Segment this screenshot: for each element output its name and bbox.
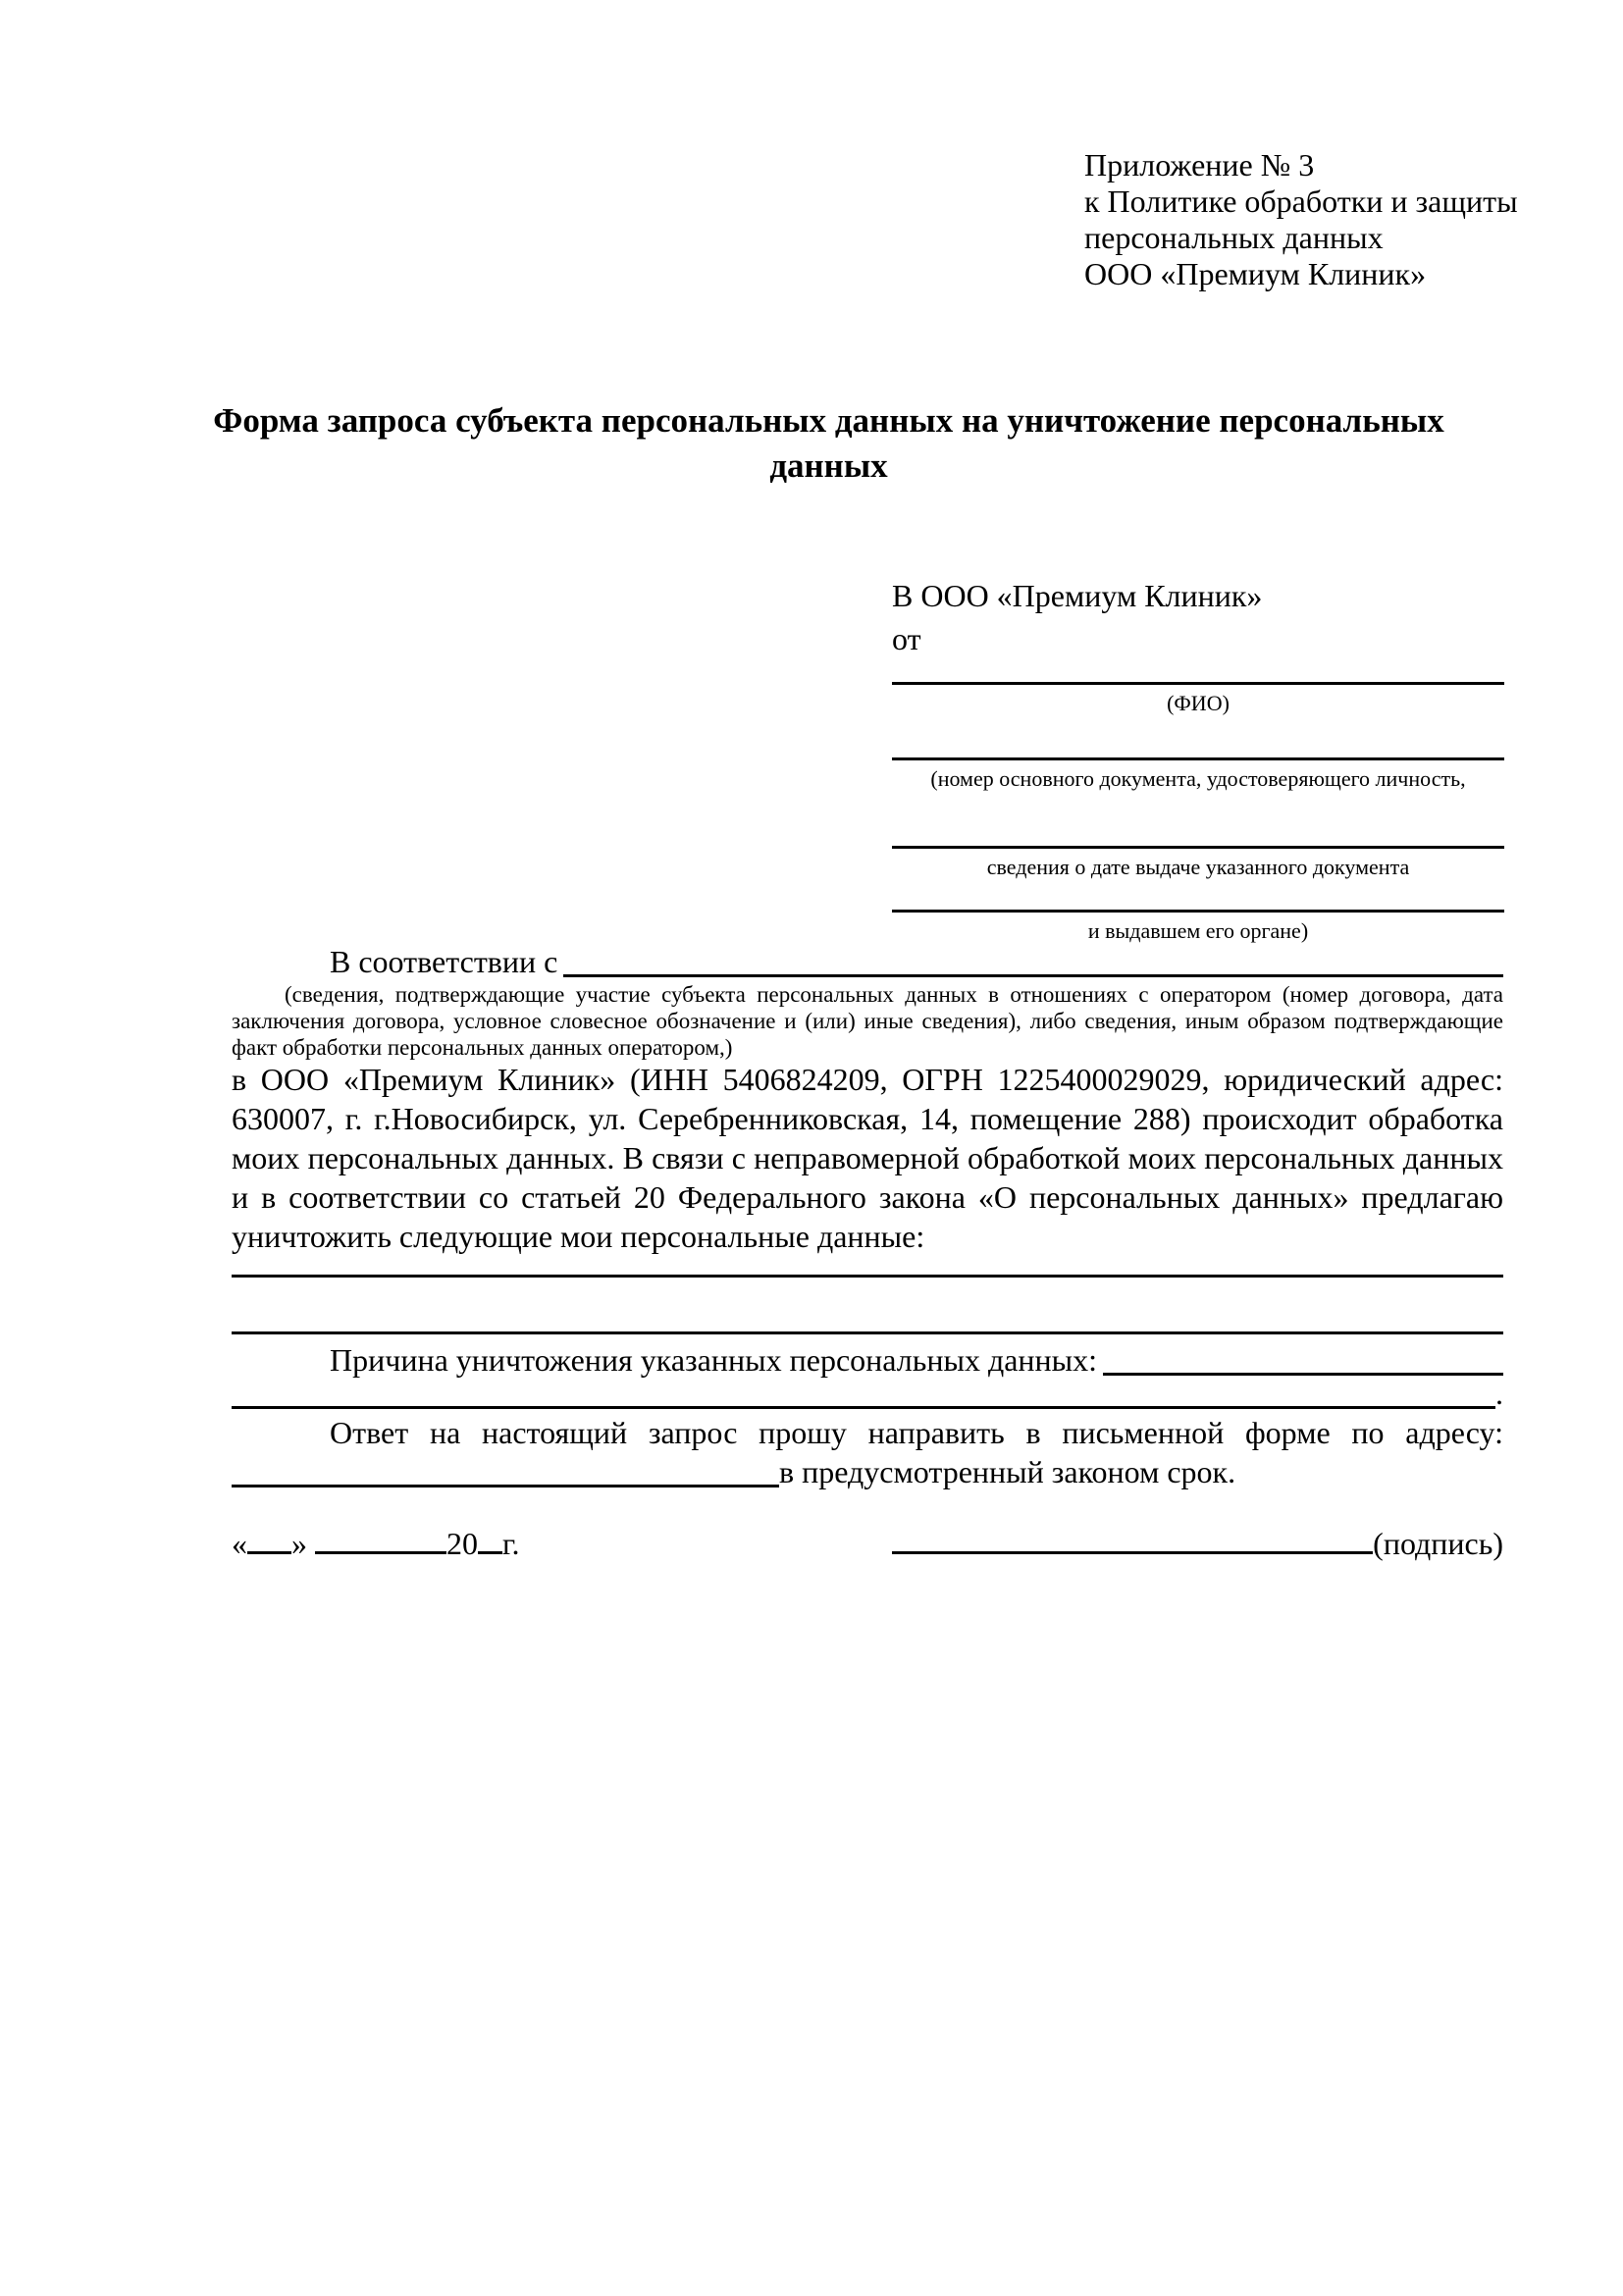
accordance-label: В соответствии с — [330, 944, 558, 979]
date-year-suffix: г. — [502, 1526, 520, 1561]
personal-data-blank-line-1 — [232, 1275, 1503, 1278]
response-address-row — [232, 1454, 1503, 1490]
accordance-blank-line — [563, 944, 1503, 977]
appendix-header — [1084, 147, 1518, 292]
doc-number-caption: (номер основного документа, удостоверяющего личность, — [930, 766, 1466, 791]
date-day-blank — [247, 1538, 291, 1554]
date-year-blank — [478, 1538, 502, 1554]
appendix-line: к Политике обработки и защиты — [1084, 183, 1518, 219]
date-century: 20 — [446, 1526, 478, 1561]
appendix-line: Приложение № 3 — [1084, 147, 1315, 183]
paragraph-indent — [232, 1342, 330, 1379]
reason-label: Причина уничтожения указанных персональных данных: — [330, 1342, 1098, 1378]
reason-row — [232, 1342, 1503, 1379]
addressee-to: В ООО «Премиум Клиник» — [892, 578, 1263, 613]
appendix-line: персональных данных — [1084, 220, 1384, 255]
signature-caption: (подпись) — [1373, 1526, 1503, 1561]
issue-date-caption: сведения о дате выдаче указанного документа — [986, 855, 1410, 879]
issuing-authority-caption: и выдавшем его органе) — [1087, 918, 1309, 943]
fio-blank-line — [892, 682, 1504, 685]
reason-blank-line — [1103, 1342, 1503, 1376]
reason-blank-line-2 — [232, 1376, 1495, 1409]
reason-continuation-row — [232, 1376, 1503, 1412]
accordance-row — [232, 944, 1503, 980]
page-title: Форма запроса субъекта персональных данных на уничтожение персональных данных — [213, 401, 1444, 485]
response-tail: в предусмотренный законом срок. — [779, 1454, 1236, 1489]
personal-data-blank-line-2 — [232, 1331, 1503, 1334]
main-paragraph: в ООО «Премиум Клиник» (ИНН 5406824209, ОГРН 1225400029029, юридический адрес: 630007, г. г.Новосибирск, ул. Серебренниковская, 14, помещение 288) происходит обработка моих персональных данных. В связи с неправомерной обработкой моих персональных данных и в соответствии со статьей 20 Федерального закона «О персональных данных» предлагаю уничтожить следующие мои персональные данные: — [232, 1062, 1503, 1254]
date-open-quote: « — [232, 1526, 247, 1561]
issuing-authority-blank-line — [892, 910, 1504, 913]
date-close-quote: » — [291, 1526, 307, 1561]
signature-field — [892, 1526, 1503, 1562]
date-month-blank — [315, 1538, 446, 1554]
address-blank-line — [232, 1454, 779, 1487]
doc-number-blank-line — [892, 757, 1504, 760]
issue-date-blank-line — [892, 846, 1504, 849]
response-request-line: Ответ на настоящий запрос прошу направить в письменной форме по адресу: — [330, 1415, 1503, 1450]
reason-terminator: . — [1495, 1376, 1503, 1411]
date-signature-row — [232, 1526, 1503, 1562]
accordance-caption: (сведения, подтверждающие участие субъекта персональных данных в отношениях с оператором (номер договора, дата заключения договора, условное словесное обозначение и (или) иные сведения), либо сведения, иным образом подтверждающие факт обработки персональных данных оператором,) — [232, 982, 1503, 1060]
signature-blank-line — [892, 1538, 1373, 1554]
addressee-block — [892, 574, 1504, 944]
fio-caption: (ФИО) — [1167, 691, 1230, 715]
paragraph-indent — [232, 944, 330, 980]
date-field — [232, 1526, 520, 1562]
addressee-from-label: от — [892, 621, 921, 656]
appendix-line: ООО «Премиум Клиник» — [1084, 256, 1427, 291]
